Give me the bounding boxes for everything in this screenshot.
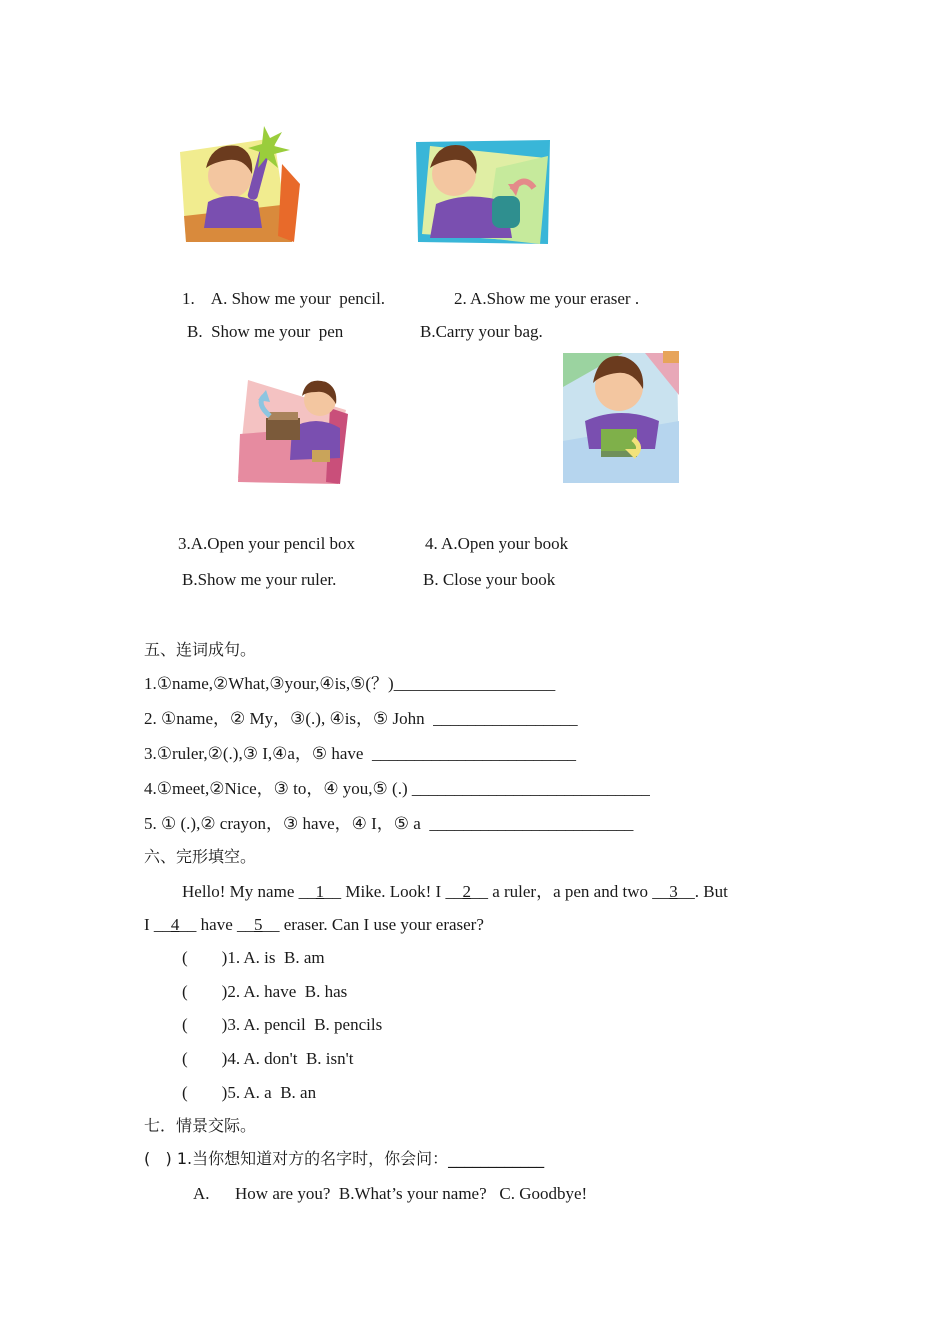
cloze-blank-2: 2 bbox=[462, 882, 471, 901]
cloze-text: I __ bbox=[144, 915, 171, 934]
illustration-open-pencil-box bbox=[236, 378, 348, 486]
illustration-close-book bbox=[563, 351, 681, 485]
cloze-text: __ eraser. Can I use your eraser? bbox=[262, 915, 484, 934]
cloze-choice-2: ( )2. A. have B. has bbox=[182, 982, 348, 1001]
part5-item-3: 3.①ruler,②(.),③ I,④a，⑤ have ________________________ bbox=[144, 744, 576, 763]
cloze-choice-1: ( )1. A. is B. am bbox=[182, 948, 325, 967]
q3-option-a: 3.A.Open your pencil box bbox=[178, 534, 356, 553]
cloze-text: Hello! My name __ bbox=[182, 882, 316, 901]
q3-option-b: B.Show me your ruler. bbox=[182, 570, 337, 589]
part7-question-1-options: A. How are you? B.What’s your name? C. Goodbye! bbox=[193, 1184, 588, 1203]
cloze-text: __ a ruler，a pen and two __ bbox=[470, 882, 670, 901]
illustration-show-pencil bbox=[178, 124, 302, 246]
part5-heading: 五、连词成句。 bbox=[144, 640, 257, 659]
q2-option-b: B.Carry your bag. bbox=[420, 322, 543, 341]
cloze-blank-4: 4 bbox=[170, 915, 180, 934]
cloze-text: __ Mike. Look! I __ bbox=[324, 882, 463, 901]
illustration-carry-bag bbox=[416, 138, 554, 246]
cloze-choice-5: ( )5. A. a B. an bbox=[182, 1083, 317, 1102]
cloze-text: __ have __ bbox=[179, 915, 255, 934]
part5-item-4: 4.①meet,②Nice，③ to，④ you,⑤ (.) ____________________________ bbox=[144, 779, 650, 798]
cloze-blank-1: 1 bbox=[315, 882, 325, 901]
part7-heading: 七．情景交际。 bbox=[144, 1116, 257, 1135]
q4-option-b: B. Close your book bbox=[423, 570, 556, 589]
q4-option-a: 4. A.Open your book bbox=[425, 534, 569, 553]
q1-option-b: B. Show me your pen bbox=[187, 322, 344, 341]
q1-option-a: 1. A. Show me your pencil. bbox=[182, 289, 386, 308]
cloze-choice-3: ( )3. A. pencil B. pencils bbox=[182, 1015, 383, 1034]
q2-option-a: 2. A.Show me your eraser . bbox=[454, 289, 640, 308]
part5-item-5: 5. ① (.),② crayon，③ have，④ I，⑤ a ________________________ bbox=[144, 814, 634, 833]
cloze-blank-3: 3 bbox=[669, 882, 678, 901]
part5-item-2: 2. ①name，② My，③(.), ④is，⑤ John _________________ bbox=[144, 709, 578, 728]
cloze-choice-4: ( )4. A. don't B. isn't bbox=[182, 1049, 354, 1068]
cloze-line-1 bbox=[182, 883, 728, 900]
part5-item-1: 1.①name,②What,③your,④is,⑤(？)___________________ bbox=[144, 674, 556, 693]
cloze-line-2 bbox=[144, 916, 484, 933]
part6-heading: 六、完形填空。 bbox=[144, 847, 257, 866]
cloze-text: __. But bbox=[677, 882, 728, 901]
cloze-blank-5: 5 bbox=[254, 915, 263, 934]
part7-question-1: ( ) 1.当你想知道对方的名字时，你会问：____________ bbox=[144, 1149, 545, 1168]
